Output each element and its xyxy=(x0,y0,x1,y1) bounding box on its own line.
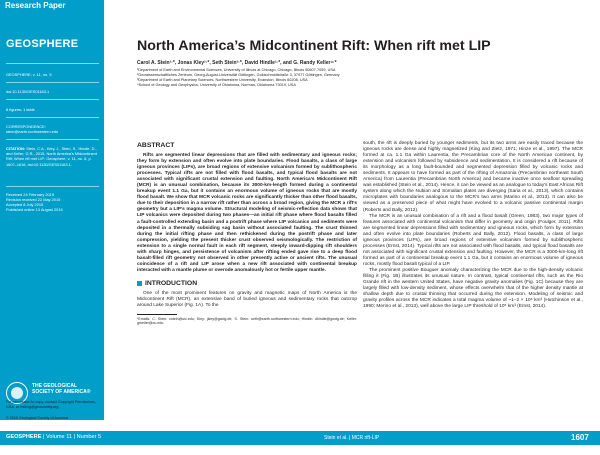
published-date: Published online 13 August 2015 xyxy=(6,207,63,212)
affiliations xyxy=(137,68,577,88)
correspondence[interactable]: CORRESPONDENCE: stein@earth.northwestern.edu xyxy=(6,124,59,135)
page-footer xyxy=(0,431,600,445)
sidebar-divider xyxy=(6,139,99,140)
permission-notice: For permission to copy, contact Copyright Permissions, GSA, or editing@geosociety.org xyxy=(6,400,96,410)
left-column xyxy=(137,141,357,326)
citation-label: CITATION: xyxy=(6,146,26,151)
sidebar-divider xyxy=(6,117,99,118)
sidebar-divider xyxy=(6,99,99,100)
right-column xyxy=(363,141,583,310)
abstract-heading: ABSTRACT xyxy=(137,142,175,149)
copyright: © 2015 Geological Society of America xyxy=(6,416,68,420)
footer-journal: GEOSPHERE | Volume 11 | Number 5 xyxy=(6,434,102,440)
introduction-text: One of the most prominent features on gravity and magnetic maps of North America is the Midcontinent Rift (MCR), an extensive band of buried igneous and sedimentary rocks that outcrop around Lake Superior (Fig. 1A). To the xyxy=(137,290,357,309)
received-date: Received 24 February 2015 xyxy=(6,192,55,197)
introduction-heading: INTRODUCTION xyxy=(137,279,357,288)
accepted-date: Accepted 8 July 2015 xyxy=(6,202,44,207)
footer-volume: | Volume 11 | Number 5 xyxy=(43,434,102,440)
citation-body: Stein, C.A., Kley, J., Stein, S., Hindle, D., and Keller, G.R., 2015, North America's Midcontinent Rift: When rift met LIP: Geosphere, v. 11, no. 5, p. 1607–1616, doi:10.1130/GES01163.1. xyxy=(6,146,97,167)
affiliation: ³Department of Earth and Planetary Sciences, Northwestern University, Evanston, Illinois 60208, USA xyxy=(137,78,308,82)
footnote-emails: *Emails: C. Stein: cstein@uic.edu; Kley: jkley@gwdg.de; S. Stein: seth@earth.northwestern.edu; Hindle: dhindle@gwdg.de; Keller: grkeller@ou.edu xyxy=(137,316,357,326)
affiliation: ¹Department of Earth and Environmental Sciences, University of Illinois at Chicago, Chicago, Illinois 60607-7059, USA xyxy=(137,68,336,72)
citation-short: GEOSPHERE; v. 11, no. 5 xyxy=(6,72,52,77)
society-name: THE GEOLOGICAL SOCIETY OF AMERICA® xyxy=(32,383,91,395)
figure-count: 8 figures; 1 table xyxy=(6,107,35,112)
sidebar-divider xyxy=(6,82,99,83)
revision-date: Revision received 22 May 2015 xyxy=(6,197,61,202)
author-list: Carol A. Stein¹·*, Jonas Kley²·*, Seth Stein³·*, David Hindle²·*, and G. Randy Keller⁴·* xyxy=(137,60,337,66)
body-paragraph: The prominent positive Bouguer anomaly characterizing the MCR due to the high-density volcanic filling it (Fig. 1B) illustrates its unusual nature. In contrast, typical continental rifts, such as the Rio Grande rift in the western United States, have negative gravity anomalies (Fig. 1C) because they are largely filled with low-density sediment, whose effects overwhelm that of the higher density mantle at shallow depth due to crustal thinning that occurred during the extension. Modeling of seismic and gravity profiles across the MCR indicates a total magma volume of ~1–2 × 10⁶ km³ (Hutchinson et al., 1990; Merino et al., 2013), well above the large LIP threshold of 10⁵ km³ (Ernst, 2014). xyxy=(363,267,583,310)
body-paragraph: The MCR is an unusual combination of a rift and a flood basalt (Green, 1983), two major types of features associated with continental volcanism that differ in geometry and origin (Foulger, 2011). Rifts are segmented linear depressions filled with sedimentary and igneous rocks, which form by extension and often evolve into plate boundaries (Roberts and Bally, 2012). Flood basalts, a class of large igneous provinces (LIPs), are broad regions of extensive volcanism formed by sublithospheric processes (Ernst, 2014). Typical rifts are not associated with flood basalts, and typical flood basalts are not associated with significant crustal extension and faulting. However, the MCR is a 3000-km-long rift formed as part of a continental breakup event 1.1 Ga, but it contains an enormous volume of igneous rocks, mostly flood basalt typical of a LIP. xyxy=(363,213,583,267)
journal-logo: GEOSPHERE xyxy=(6,38,79,50)
sidebar-divider xyxy=(6,63,99,64)
sidebar xyxy=(0,11,104,420)
abstract-text: Rifts are segmented linear depressions that are filled with sedimentary and igneous rocks; they form by extension and often evolve into plate boundaries. Flood basalts, a class of large igneous provinces (LIPs), are broad regions of extensive volcanism formed by sublithospheric processes. Typical rifts are not filled with flood basalts, and typical flood basalts are not associated with significant crustal extension and faulting. North America’s Midcontinent Rift (MCR) is an unusual combination, because its 3000-km-length formed during a continental breakup event 1.1 Ga, but it contains an enormous volume of igneous rocks that are mostly flood basalt. We show that MCR volcanic rocks are significantly thicker than other flood basalts, due to their deposition in a narrow rift rather than across a broad region, giving the MCR a rift’s geometry but a LIP’s magma volume. Structural modeling of seismic-reflection data shows that LIP volcanics were deposited during two phases—an initial rift phase where flood basalts filled a fault-controlled extending basin and a postrift phase where LIP volcanics and sediments were deposited in a thermally subsiding sag basin without associated faulting. The crust thinned during the initial rifting phase and then rethickened during the postrift phase and later compression, yielding the present thicker crust observed seismologically. The restriction of extension to a single normal fault in each rift segment, steeply inward-dipping rift shoulders with sharp hinges, and persistence of volcanism after rifting ended gave rise to a deep flood basalt-filled rift geometry not observed in other presently active or ancient rifts. The unusual coincidence of a rift and LIP arose when a new rift associated with continental breakup interacted with a mantle plume or overode anomalously hot or fertile upper mantle. xyxy=(137,153,357,273)
affiliation: ²Geowissenschaftliches Zentrum, Georg-August-Universität Göttingen, Goldschmidtstraße 3, 37077 Göttingen, Germany xyxy=(137,73,340,77)
section-marker-icon xyxy=(137,281,142,286)
body-paragraph: south, the rift is deeply buried by younger sediments, but its two arms are easily traced because the igneous rocks are dense and highly magnetized (King and Zietz, 1971; Hinze et al., 1997). The MCR formed at ca. 1.1 Ga within Laurentia, the Precambrian core of the North American continent, by extension and volcanism followed by subsidence and sedimentation. It is considered a rift because of its morphology as a long fault-bounded and segmented depression filled by volcanic rocks and sediments. It appears to have formed as part of the rifting of Amazonia (Precambrian northeast South America) from Laurentia (Precambrian North America) and became inactive once seafloor spreading was established (Stein et al., 2014). Hence, it can be viewed as an analogue to today’s East African Rift system along which the Nubian and Somalian plates are diverging (Saria et al., 2013), which contains microplates with boundaries analogous to the MCR’s two arms (Marino et al., 2013). It can also be viewed as a preserved piece of what might have evolved to a volcanic passive continental margin (Roberts and Bally, 2012). xyxy=(363,141,583,213)
doi-link[interactable]: doi:10.1130/GES01163.1 xyxy=(6,89,50,94)
page-number: 1607 xyxy=(571,433,589,442)
footer-running-head: Stein et al. | MCR rift-LIP xyxy=(324,434,380,441)
citation-block xyxy=(6,146,98,167)
footnote-divider xyxy=(137,314,177,315)
research-paper-tab: Research Paper xyxy=(0,0,104,11)
paper-title: North America’s Midcontinent Rift: When rift met LIP xyxy=(137,38,491,54)
sidebar-divider xyxy=(6,186,99,187)
affiliation: ⁴School of Geology and Geophysics, University of Oklahoma, Norman, Oklahoma 73019, USA xyxy=(137,83,296,87)
